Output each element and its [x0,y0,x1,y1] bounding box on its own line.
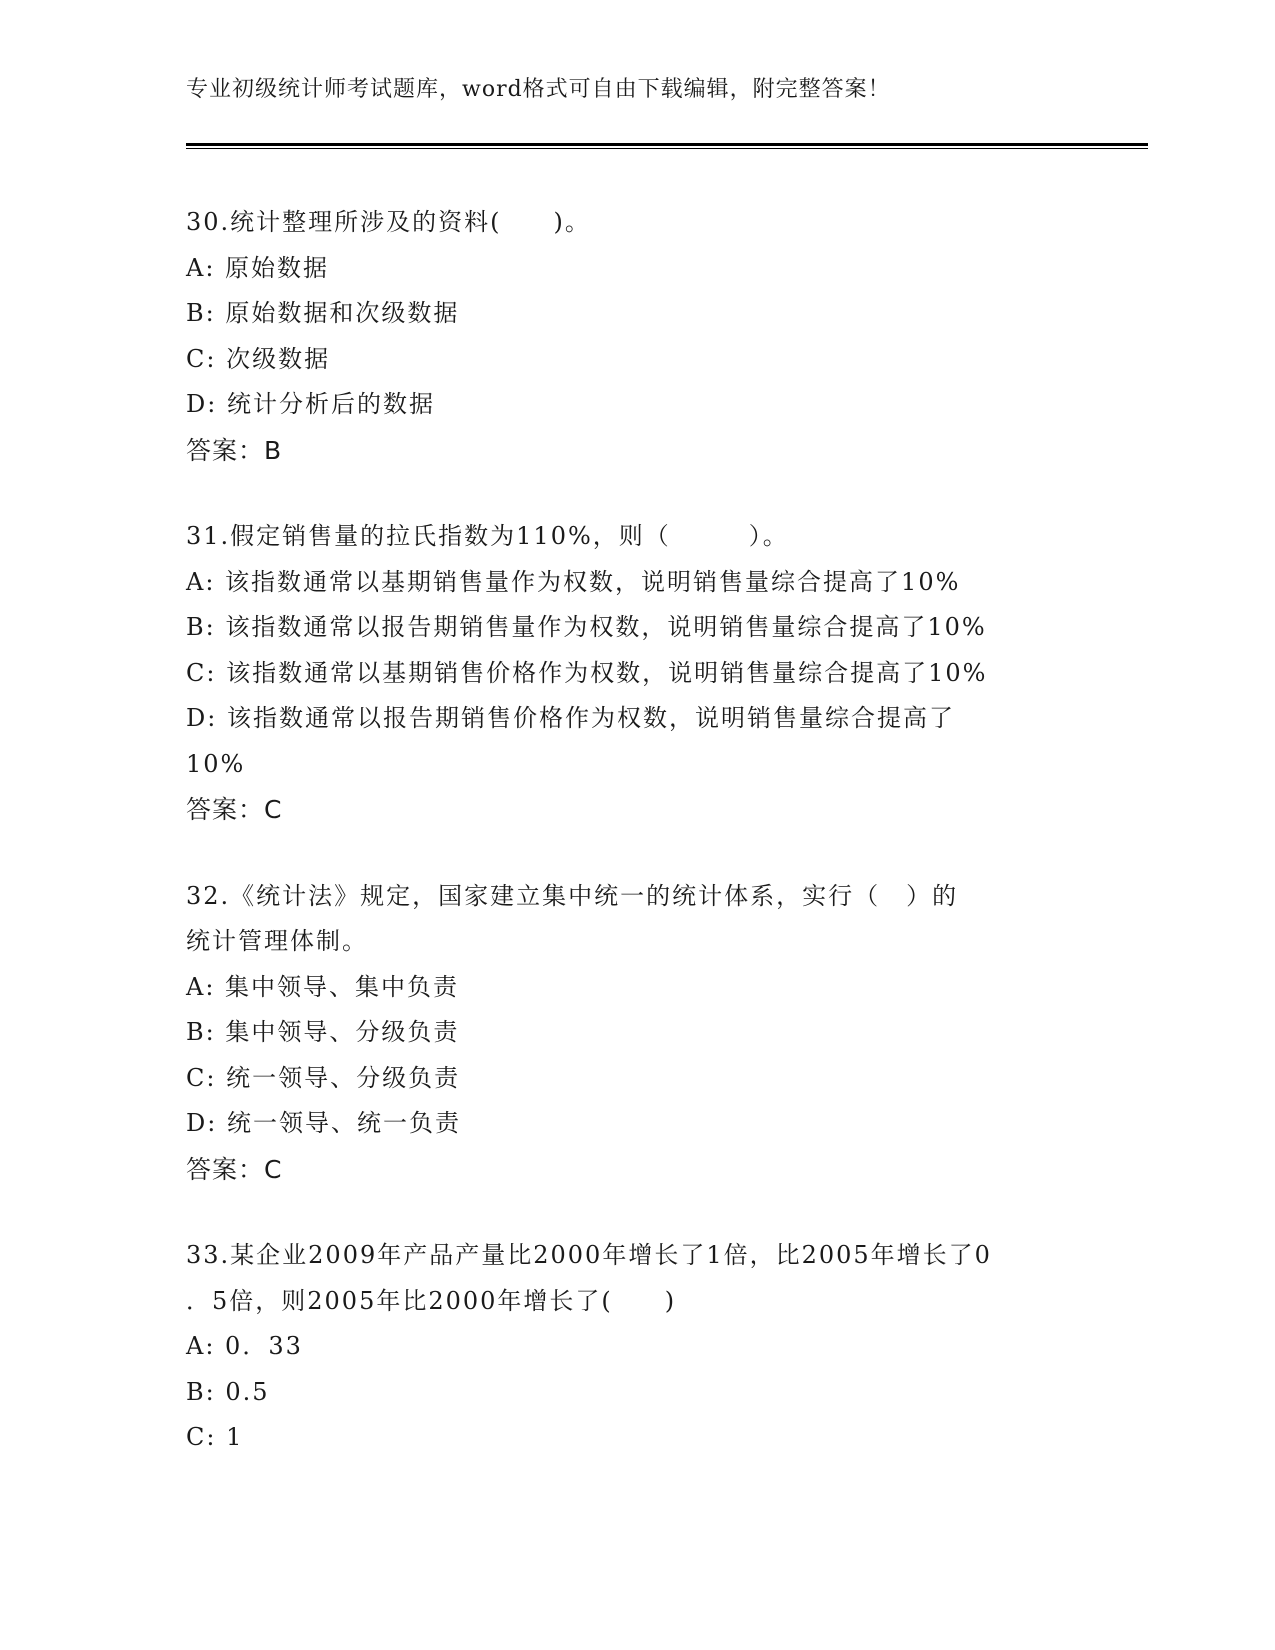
question-stem-continued: ．5倍，则2005年比2000年增长了( ) [186,1286,677,1315]
question-33 [186,1233,1086,1461]
question-stem: 33.某企业2009年产品产量比2000年增长了1倍，比2005年增长了0 [186,1241,992,1269]
answer: 答案：B [186,435,283,465]
page-header: 专业初级统计师考试题库，word格式可自由下载编辑，附完整答案！ [186,77,891,102]
option-d-continued: 10% [186,749,246,778]
header-rule-thin [186,148,1148,149]
question-stem: 30.统计整理所涉及的资料( )。 [186,208,591,236]
answer: 答案：C [186,1154,283,1184]
option-a: A: 0．33 [186,1332,303,1360]
question-stem: 32.《统计法》规定，国家建立集中统一的统计体系，实行（ ）的 [186,881,959,910]
option-c: C: 次级数据 [186,344,331,373]
question-list [186,200,1086,1502]
option-b: B: 原始数据和次级数据 [186,299,460,327]
option-b: B: 该指数通常以报告期销售量作为权数，说明销售量综合提高了10% [186,613,987,641]
option-a: A: 原始数据 [186,253,330,282]
option-b: B: 0.5 [186,1377,270,1406]
question-31 [186,514,1086,833]
option-d: D: 统一领导、统一负责 [186,1109,461,1137]
option-c: C: 统一领导、分级负责 [186,1063,461,1092]
option-c: C: 该指数通常以基期销售价格作为权数，说明销售量综合提高了10% [186,658,988,687]
question-stem-continued: 统计管理体制。 [186,927,368,955]
option-a: A: 该指数通常以基期销售量作为权数，说明销售量综合提高了10% [186,567,961,596]
option-a: A: 集中领导、集中负责 [186,972,460,1001]
option-c: C: 1 [186,1423,244,1451]
header-rule-thick [186,143,1148,146]
answer: 答案：C [186,795,283,824]
option-d: D: 该指数通常以报告期销售价格作为权数，说明销售量综合提高了 [186,704,955,732]
question-30 [186,200,1086,473]
option-b: B: 集中领导、分级负责 [186,1018,460,1046]
question-stem: 31.假定销售量的拉氏指数为110%，则（ ）。 [186,522,789,550]
option-d: D: 统计分析后的数据 [186,390,435,418]
question-32 [186,874,1086,1193]
